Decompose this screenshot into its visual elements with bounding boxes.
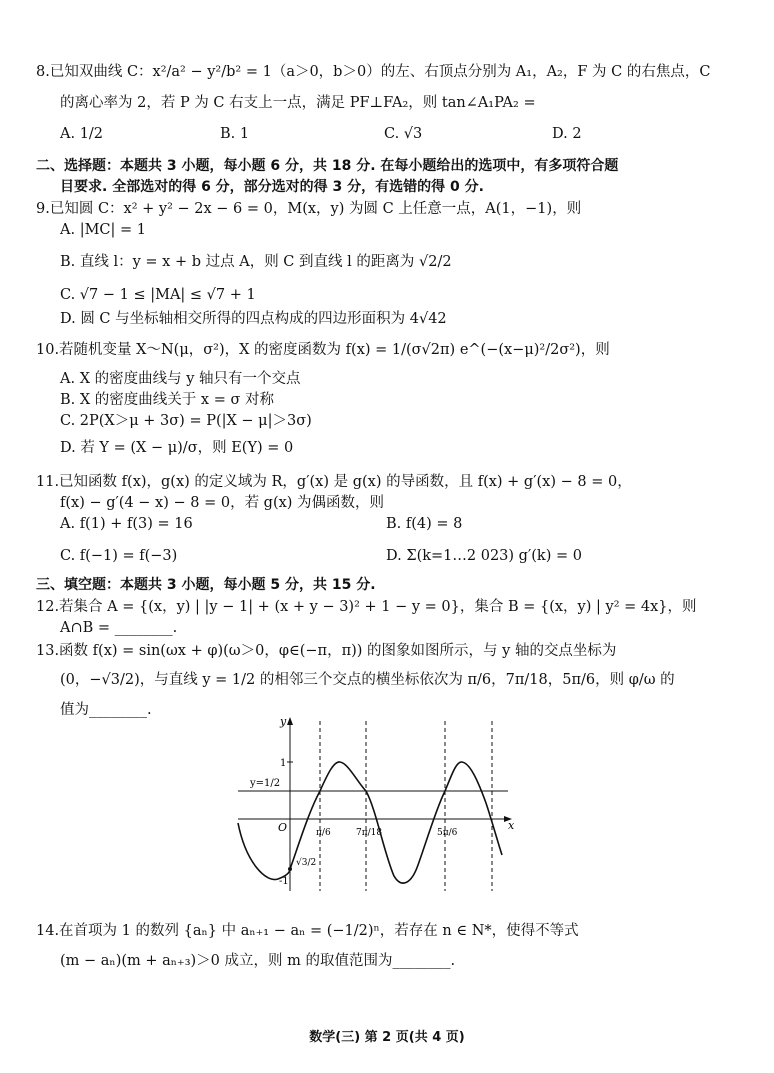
q8-choice-b: B. 1 [220,126,250,142]
q13-line2: (0，−√3/2)，与直线 y = 1/2 的相邻三个交点的横坐标依次为 π/6，7π/18，5π/6，则 φ/ω 的 [60,672,675,688]
x-axis-label: x [508,819,515,832]
x-tick-pi-6: π/6 [316,828,331,838]
line-label: y=1/2 [250,778,281,789]
y-axis-arrow [287,717,293,725]
section2-heading-line2: 目要求. 全部选对的得 6 分，部分选对的得 3 分，有选错的得 0 分. [60,179,484,195]
q10-option-b: B. X 的密度曲线关于 x = σ 对称 [60,392,274,408]
q9-option-b: B. 直线 l：y = x + b 过点 A，则 C 到直线 l 的距离为 √2/2 [60,254,452,270]
q8-choice-a: A. 1/2 [60,126,104,142]
q10-stem: 10.若随机变量 X～N(μ，σ²)，X 的密度函数为 f(x) = 1/(σ√2π) e^(−(x−μ)²/2σ²)，则 [36,342,610,358]
q11-line1: 11.已知函数 f(x)，g(x) 的定义域为 R，g′(x) 是 g(x) 的导函数，且 f(x) + g′(x) − 8 = 0， [36,474,632,490]
q10-option-c: C. 2P(X＞μ + 3σ) = P(|X − μ|＞3σ) [60,413,312,429]
q14-line2: (m − aₙ)(m + aₙ₊₃)＞0 成立，则 m 的取值范围为________. [60,953,456,969]
q8-line2: 的离心率为 2，若 P 为 C 右支上一点，满足 PF⊥FA₂，则 tan∠A₁PA₂ = [60,95,536,111]
tick-label-neg-one: -1 [279,876,289,887]
q12-line2: A∩B = ________. [60,620,178,636]
q13-line1: 13.函数 f(x) = sin(ωx + φ)(ω＞0，φ∈(−π，π)) 的图象如图所示，与 y 轴的交点坐标为 [36,643,617,659]
q14-line1: 14.在首项为 1 的数列 {aₙ} 中 aₙ₊₁ − aₙ = (−1/2)ⁿ，若存在 n ∈ N*，使得不等式 [36,923,579,939]
q11-option-b: B. f(4) = 8 [386,516,463,532]
q8-line1: 8.已知双曲线 C：x²/a² − y²/b² = 1（a＞0，b＞0）的左、右顶点分别为 A₁，A₂，F 为 C 的右焦点，C [36,64,711,80]
q12-line1: 12.若集合 A = {(x，y) | |y − 1| + (x + y − 3)² + 1 − y = 0}，集合 B = {(x，y) | y² = 4x}，则 [36,599,697,615]
q8-choice-c: C. √3 [384,126,423,142]
q11-option-c: C. f(−1) = f(−3) [60,548,178,564]
x-tick-7pi-18: 7π/18 [356,828,383,838]
q8-choice-d: D. 2 [552,126,582,142]
q9-stem: 9.已知圆 C：x² + y² − 2x − 6 = 0，M(x，y) 为圆 C 上任意一点，A(1，−1)，则 [36,201,582,217]
sine-graph [236,713,526,893]
q11-line2: f(x) − g′(4 − x) − 8 = 0，若 g(x) 为偶函数，则 [60,495,385,511]
section3-heading: 三、填空题：本题共 3 小题，每小题 5 分，共 15 分. [36,577,376,593]
q10-option-a: A. X 的密度曲线与 y 轴只有一个交点 [60,371,301,387]
q9-option-a: A. |MC| = 1 [60,222,146,238]
x-tick-5pi-6: 5π/6 [437,828,458,838]
q10-option-d: D. 若 Y = (X − μ)/σ，则 E(Y) = 0 [60,440,294,456]
q13-line3: 值为________. [60,702,152,718]
q11-option-d: D. Σ(k=1…2 023) g′(k) = 0 [386,548,582,564]
y-axis-label: y [280,715,287,728]
tick-label-one: 1 [280,758,287,769]
page-footer: 数学(三) 第 2 页(共 4 页) [309,1030,465,1045]
intercept-point [288,867,292,871]
q9-option-d: D. 圆 C 与坐标轴相交所得的四点构成的四边形面积为 4√42 [60,311,447,327]
q11-option-a: A. f(1) + f(3) = 16 [60,516,193,532]
origin-label: O [278,821,288,834]
section2-heading-line1: 二、选择题：本题共 3 小题，每小题 6 分，共 18 分. 在每小题给出的选项中，有多项符合题 [36,158,619,174]
q9-option-c: C. √7 − 1 ≤ |MA| ≤ √7 + 1 [60,287,256,303]
intercept-label: √3/2 [296,858,317,868]
